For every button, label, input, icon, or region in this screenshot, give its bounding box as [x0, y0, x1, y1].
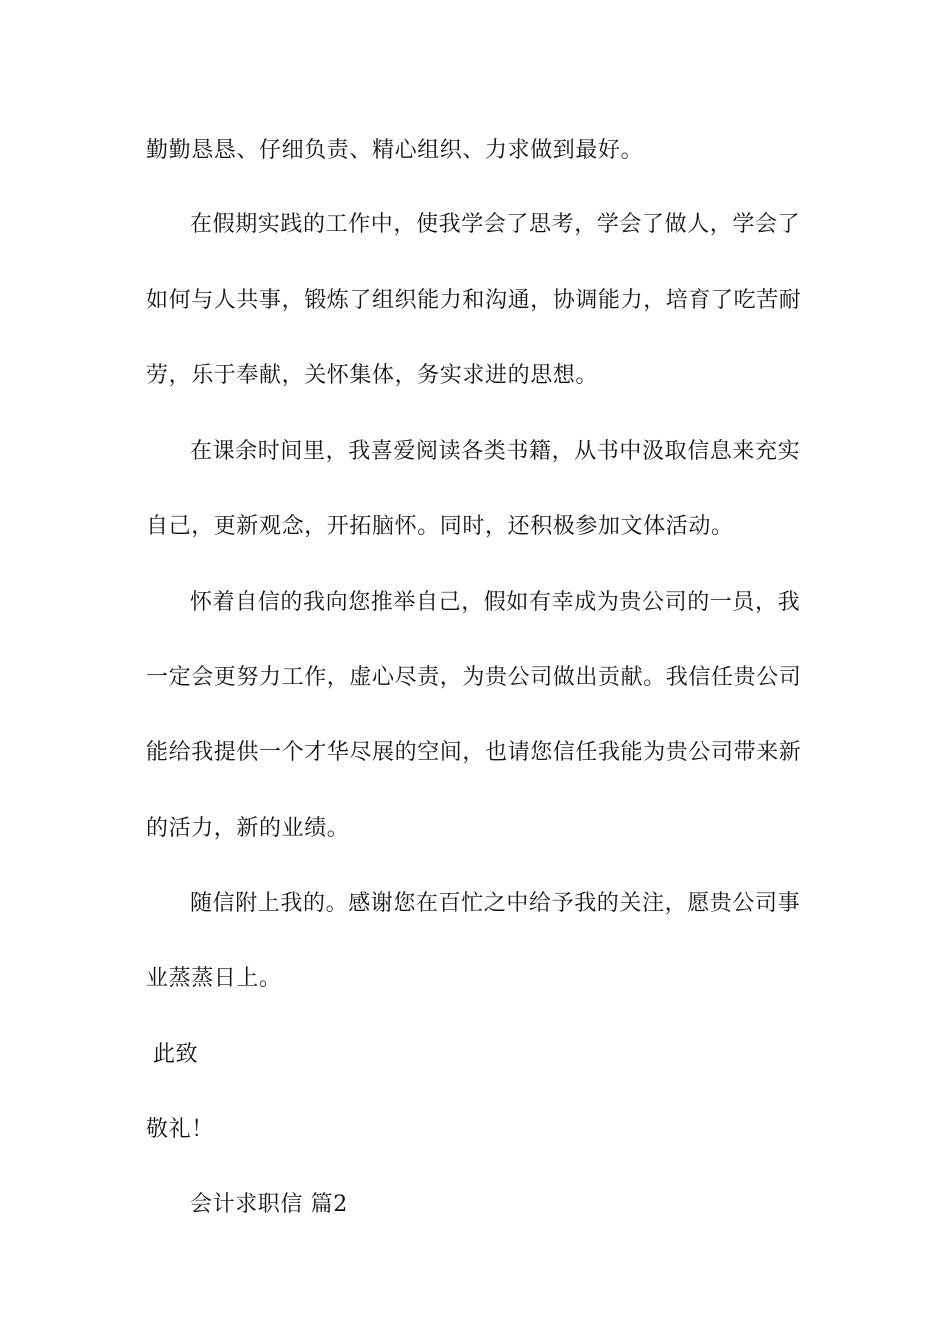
closing: 敬礼！	[146, 1117, 214, 1142]
paragraph-line: 的活力，新的业绩。	[146, 816, 350, 841]
paragraph-line: 在假期实践的工作中，使我学会了思考，学会了做人，学会了	[190, 212, 801, 237]
paragraph-line: 勤勤恳恳、仔细负责、精心组织、力求做到最好。	[146, 138, 644, 163]
salutation: 此致	[153, 1042, 199, 1067]
section-heading: 会计求职信 篇2	[190, 1192, 348, 1217]
paragraph-line: 自己，更新观念，开拓脑怀。同时，还积极参加文体活动。	[146, 514, 734, 539]
paragraph-line: 在课余时间里，我喜爱阅读各类书籍，从书中汲取信息来充实	[190, 439, 801, 464]
paragraph-line: 业蒸蒸日上。	[146, 966, 282, 991]
paragraph-line: 劳，乐于奉献，关怀集体，务实求进的思想。	[146, 363, 599, 388]
paragraph-line: 一定会更努力工作，虚心尽责，为贵公司做出贡献。我信任贵公司	[146, 665, 802, 690]
paragraph-line: 如何与人共事，锻炼了组织能力和沟通，协调能力，培育了吃苦耐	[146, 288, 802, 313]
paragraph-line: 随信附上我的。感谢您在百忙之中给予我的关注，愿贵公司事	[190, 891, 801, 916]
paragraph-line: 能给我提供一个才华尽展的空间，也请您信任我能为贵公司带来新	[146, 740, 802, 765]
paragraph-line: 怀着自信的我向您推举自己，假如有幸成为贵公司的一员，我	[190, 590, 801, 615]
